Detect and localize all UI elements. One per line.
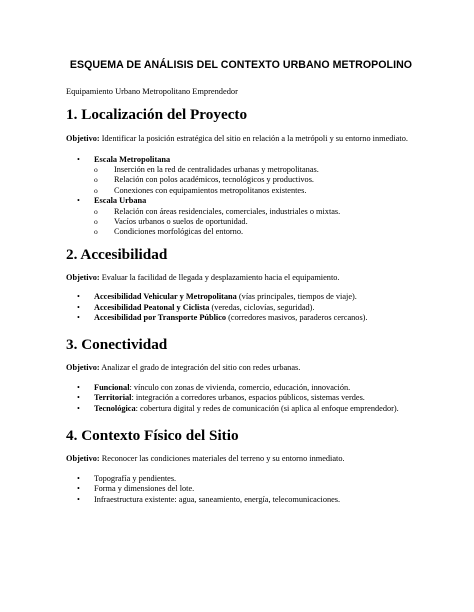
item-bold: Funcional [94, 382, 130, 392]
bullet-icon: • [77, 302, 80, 312]
sub-item-text: Condiciones morfológicas del entorno. [114, 227, 244, 237]
item-bold: Accesibilidad Peatonal y Ciclista [94, 302, 210, 312]
objective-text: Identificar la posición estratégica del sitio en relación a la metrópoli y su entorno inmediato. [99, 134, 408, 143]
bullet-icon: • [77, 382, 80, 392]
circle-bullet-icon: o [94, 185, 98, 195]
sub-list-item [94, 186, 416, 196]
list-item [66, 393, 416, 403]
objective-text: Analizar el grado de integración del sitio con redes urbanas. [99, 363, 301, 373]
list-item [66, 404, 416, 414]
sub-item-text: Relación con polos académicos, tecnológicos y productivos. [114, 175, 314, 185]
list-item [66, 495, 416, 505]
item-text: (vías principales, tiempos de viaje). [236, 292, 357, 302]
bullet-icon: • [77, 154, 80, 164]
list-item [66, 292, 416, 302]
sub-list-item [94, 227, 416, 237]
objective-label: Objetivo: [66, 454, 100, 464]
item-text: (veredas, ciclovías, seguridad). [209, 302, 315, 312]
list-item [66, 155, 416, 197]
list-item [66, 474, 416, 484]
item-bold: Accesibilidad Vehicular y Metropolitana [94, 292, 237, 302]
section-heading-localizacion: 1. Localización del Proyecto [66, 106, 248, 123]
bullet-list [66, 383, 416, 414]
item-text: : integración a corredores urbanos, espacios públicos, sistemas verdes. [131, 393, 365, 403]
bullet-icon: • [77, 313, 80, 323]
objective-text: Evaluar la facilidad de llegada y desplazamiento hacia el equipamiento. [99, 272, 340, 282]
bullet-icon: • [77, 473, 80, 483]
bullet-icon: • [77, 393, 80, 403]
sub-list [94, 207, 416, 238]
circle-bullet-icon: o [94, 206, 98, 216]
objective-label: Objetivo: [66, 363, 100, 373]
sub-item-text: Vacíos urbanos o suelos de oportunidad. [114, 216, 248, 226]
sub-item-text: Inserción en la red de centralidades urbanas y metropolitanas. [114, 164, 319, 174]
section-heading-contexto-fisico: 4. Contexto Físico del Sitio [66, 427, 239, 445]
group-title: Escala Metropolitana [94, 154, 171, 164]
sub-item-text: Conexiones con equipamientos metropolitanos existentes. [114, 185, 307, 195]
bullet-list [66, 292, 416, 323]
sub-list-item [94, 217, 416, 227]
item-text: Topografía y pendientes. [94, 473, 177, 483]
list-item [66, 484, 416, 494]
bullet-icon: • [77, 196, 80, 206]
section-objective [66, 454, 416, 465]
document-subtitle: Equipamiento Urbano Metropolitano Emprendedor [66, 87, 238, 96]
list-item [66, 196, 416, 238]
item-text: : vínculo con zonas de vivienda, comercio, educación, innovación. [129, 382, 351, 392]
sub-list [94, 165, 416, 196]
item-bold: Territorial [94, 393, 132, 403]
section-objective [66, 134, 416, 145]
sub-item-text: Relación con áreas residenciales, comerciales, industriales o mixtas. [114, 206, 341, 216]
sub-list-item [94, 207, 416, 217]
bullet-list [66, 474, 416, 505]
item-bold: Accesibilidad por Transporte Público [94, 313, 227, 323]
sub-list-item [94, 175, 416, 185]
bullet-list [66, 155, 416, 238]
bullet-icon: • [77, 403, 80, 413]
item-text: Forma y dimensiones del lote. [94, 484, 195, 494]
objective-text: Reconocer las condiciones materiales del terreno y su entorno inmediato. [99, 454, 345, 464]
circle-bullet-icon: o [94, 175, 98, 185]
item-text: (corredores masivos, paraderos cercanos). [226, 313, 368, 323]
document-title: ESQUEMA DE ANÁLISIS DEL CONTEXTO URBANO METROPOLINO [69, 59, 413, 71]
sub-list-item [94, 165, 416, 175]
section-heading-accesibilidad: 2. Accesibilidad [66, 245, 168, 263]
circle-bullet-icon: o [94, 216, 98, 226]
item-bold: Tecnológica [94, 403, 136, 413]
bullet-icon: • [77, 484, 80, 494]
section-objective [66, 273, 416, 284]
item-text: : cobertura digital y redes de comunicación (si aplica al enfoque emprendedor). [135, 403, 399, 413]
item-text: Infraestructura existente: agua, saneamiento, energía, telecomunicaciones. [94, 494, 341, 504]
section-heading-conectividad: 3. Conectividad [66, 336, 168, 354]
list-item [66, 383, 416, 393]
list-item [66, 303, 416, 313]
group-title: Escala Urbana [94, 196, 147, 206]
bullet-icon: • [77, 494, 80, 504]
objective-label: Objetivo: [66, 134, 100, 143]
objective-label: Objetivo: [66, 272, 100, 282]
bullet-icon: • [77, 292, 80, 302]
circle-bullet-icon: o [94, 164, 98, 174]
circle-bullet-icon: o [94, 227, 98, 237]
section-objective [66, 363, 416, 374]
list-item [66, 313, 416, 323]
